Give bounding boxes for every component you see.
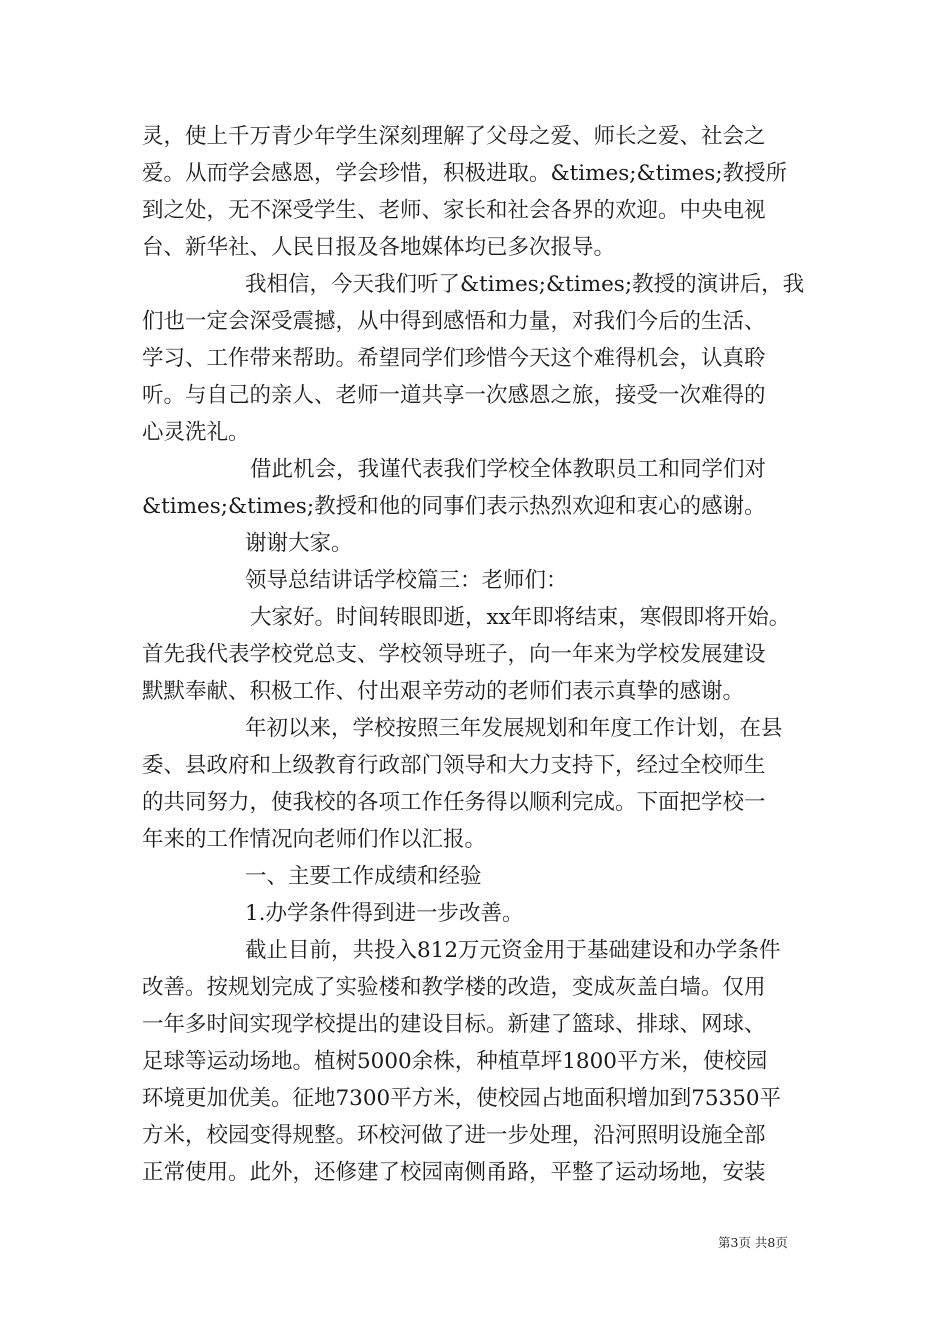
text-line: 截止目前，共投入812万元资金用于基础建设和办学条件	[245, 938, 781, 963]
text-line: 方米，校园变得规整。环校河做了进一步处理，沿河照明设施全部	[142, 1123, 766, 1148]
text-line: 大家好。时间转眼即逝，xx年即将结束，寒假即将开始。	[250, 605, 791, 630]
text-line: 的共同努力，使我校的各项工作任务得以顺利完成。下面把学校一	[142, 790, 766, 815]
text-line: 正常使用。此外，还修建了校园南侧甬路，平整了运动场地，安装	[142, 1160, 766, 1185]
text-line: 委、县政府和上级教育行政部门领导和大力支持下，经过全校师生	[142, 753, 766, 778]
text-line: 到之处，无不深受学生、老师、家长和社会各界的欢迎。中央电视	[142, 198, 766, 223]
page-number-footer: 第3页 共8页	[718, 1235, 788, 1250]
text-line: 一年多时间实现学校提出的建设目标。新建了篮球、排球、网球、	[142, 1012, 766, 1037]
text-line: 改善。按规划完成了实验楼和教学楼的改造，变成灰盖白墙。仅用	[142, 975, 766, 1000]
text-line: 默默奉献、积极工作、付出艰辛劳动的老师们表示真挚的感谢。	[142, 679, 745, 704]
text-line: 灵，使上千万青少年学生深刻理解了父母之爱、师长之爱、社会之	[142, 124, 766, 149]
section-heading: 一、主要工作成绩和经验	[245, 864, 482, 889]
text-line: &times;&times;教授和他的同事们表示热烈欢迎和衷心的感谢。	[142, 494, 766, 519]
text-line: 环境更加优美。征地7300平方米，使校园占地面积增加到75350平	[142, 1086, 782, 1111]
text-line: 爱。从而学会感恩，学会珍惜，积极进取。&times;&times;教授所	[142, 161, 788, 186]
text-line: 首先我代表学校党总支、学校领导班子，向一年来为学校发展建设	[142, 642, 766, 667]
text-line: 们也一定会深受震撼，从中得到感悟和力量，对我们今后的生活、	[142, 309, 766, 334]
text-line: 我相信，今天我们听了&times;&times;教授的演讲后，我	[245, 272, 805, 297]
text-line: 借此机会，我谨代表我们学校全体教职员工和同学们对	[250, 457, 767, 482]
text-line: 足球等运动场地。植树5000余株，种植草坪1800平方米，使校园	[142, 1049, 768, 1074]
text-line: 年来的工作情况向老师们作以汇报。	[142, 827, 487, 852]
text-line: 心灵洗礼。	[142, 420, 250, 445]
section-heading: 领导总结讲话学校篇三：老师们：	[245, 568, 568, 593]
text-line: 听。与自己的亲人、老师一道共享一次感恩之旅，接受一次难得的	[142, 383, 766, 408]
text-line: 谢谢大家。	[245, 531, 353, 556]
subsection-heading: 1.办学条件得到进一步改善。	[245, 901, 524, 926]
text-line: 台、新华社、人民日报及各地媒体均已多次报导。	[142, 235, 616, 260]
text-line: 年初以来，学校按照三年发展规划和年度工作计划，在县	[245, 716, 783, 741]
text-line: 学习、工作带来帮助。希望同学们珍惜今天这个难得机会，认真聆	[142, 346, 766, 371]
